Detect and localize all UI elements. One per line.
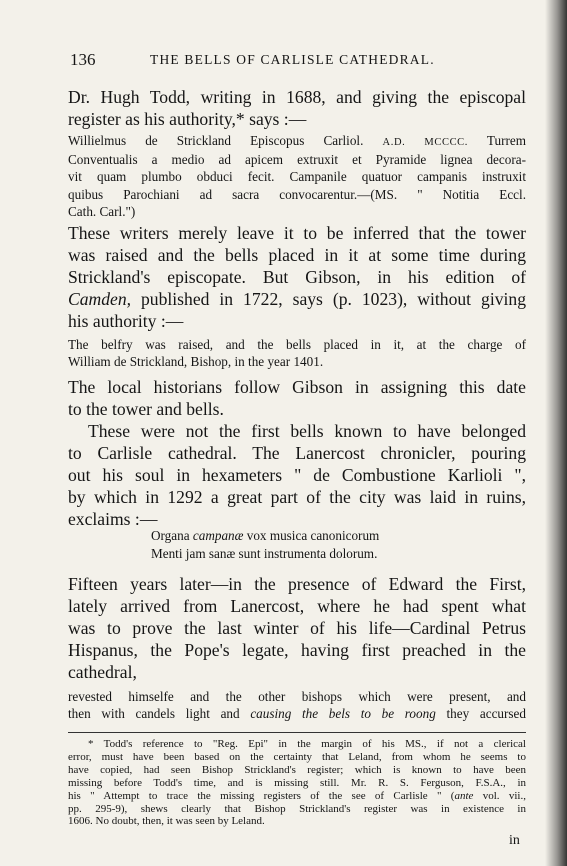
revested-quotation [68,688,526,722]
text-line: Cath. Carl.") [68,203,136,219]
text-line: his authority :— [68,311,184,331]
text-line: was raised and the bells placed in it at some time during [68,245,526,265]
quote-italic: causing the bels to be roong [250,706,436,722]
date-smallcaps: A.D. MCCCC. [382,137,468,148]
text-line: register as his authority,* says :— [68,109,307,129]
paragraph-local-historians [68,376,526,420]
page-edge-shadow [545,0,567,866]
catchword: in [509,833,520,848]
footnote-italic: ante [454,789,474,802]
verse-text: vox musica canonicorum [243,528,380,543]
text-line: These writers merely leave it to be inferred that the tower [68,223,526,243]
paragraph-fifteen-years [68,573,526,683]
text-line: exclaims :— [68,509,158,529]
text-line: missing before Todd's time, and is missing still. Mr. R. S. Ferguson, F.S.A., in [68,776,526,789]
text-line: cathedral, [68,662,137,682]
verse-text: Organa [151,528,193,543]
text-line: to Carlisle cathedral. The Lanercost chronicler, pouring [68,443,526,463]
text-line: error, must have been based on the certainty that Leland, from whom he seems to [68,750,526,763]
footnote-rule [68,732,526,733]
text-line: William de Strickland, Bishop, in the year 1401. [68,354,324,370]
footnote-text: his " Attempt to trace the missing registers of the see of Carlisle " ( [68,789,455,802]
text-line: * Todd's reference to "Reg. Epi" in the margin of his MS., if not a clerical [88,738,526,750]
footnote [68,738,526,828]
text-line: revested himselfe and the other bishops which were present, and [68,689,526,704]
text-line [68,132,526,151]
text-line: vit quam plumbo obduci fecit. Campanile quatuor campanis instruxit [68,169,526,185]
verse-italic: campanæ [192,528,244,543]
text-line: Conventualis a medio ad apicem extruxit et Pyramide lignea decora- [68,152,526,168]
paragraph-writers [68,222,526,332]
latin-verse [151,527,379,563]
paragraph-todd [68,86,526,130]
text-line: have copied, had seen Bishop Strickland's register; which is known to have been [68,763,526,776]
text-line: Strickland's episcopate. But Gibson, in his edition of [68,267,526,287]
text-line: was to prove the last winter of his life—Cardinal Petrus [68,618,526,638]
text-line: These were not the first bells known to have belonged [88,421,526,441]
quote-text: they accursed [435,706,526,722]
text-line: to the tower and bells. [68,399,224,419]
paragraph-first-bells [68,420,526,530]
text-line: Fifteen years later—in the presence of Edward the First, [68,574,526,594]
text-line: pp. 295-9), shews clearly that Bishop Strickland's register was in existence in [68,802,526,815]
text-span: published in 1722, says (p. 1023), without giving [131,289,526,309]
text-line: 1606. No doubt, then, it was seen by Leland. [68,815,265,828]
text-line [68,705,526,722]
quote-text: then with candels light and [68,706,251,722]
running-title: THE BELLS OF CARLISLE CATHEDRAL. [150,52,435,67]
italic-title: Camden, [68,289,132,309]
text-line: out his soul in hexameters " de Combustione Karlioli ", [68,465,526,485]
text-line [68,288,526,310]
text-line: by which in 1292 a great part of the city was laid in ruins, [68,487,526,507]
gibson-quotation [68,336,526,370]
text-line: The belfry was raised, and the bells placed in it, at the charge of [68,337,526,352]
text-line: lately arrived from Lanercost, where he had spent what [68,596,526,616]
page-number: 136 [70,50,96,69]
page-header [70,50,530,72]
text-line: Dr. Hugh Todd, writing in 1688, and giving the episcopal [68,87,526,107]
text-line: Hispanus, the Pope's legate, having first preached in the [68,640,526,660]
quote-text: Turrem [486,133,526,148]
text-line: The local historians follow Gibson in assigning this date [68,377,526,397]
text-line: quibus Parochiani ad sacra convocarentur.—(MS. " Notitia Eccl. [68,186,526,202]
latin-quotation [68,132,526,220]
quote-text: Willielmus de Strickland Episcopus Carliol. [68,133,364,148]
verse-line: Menti jam sanæ sunt instrumenta dolorum. [151,546,378,561]
text-line [68,790,526,803]
footnote-text: vol. vii., [473,789,526,802]
verse-line [151,527,379,545]
